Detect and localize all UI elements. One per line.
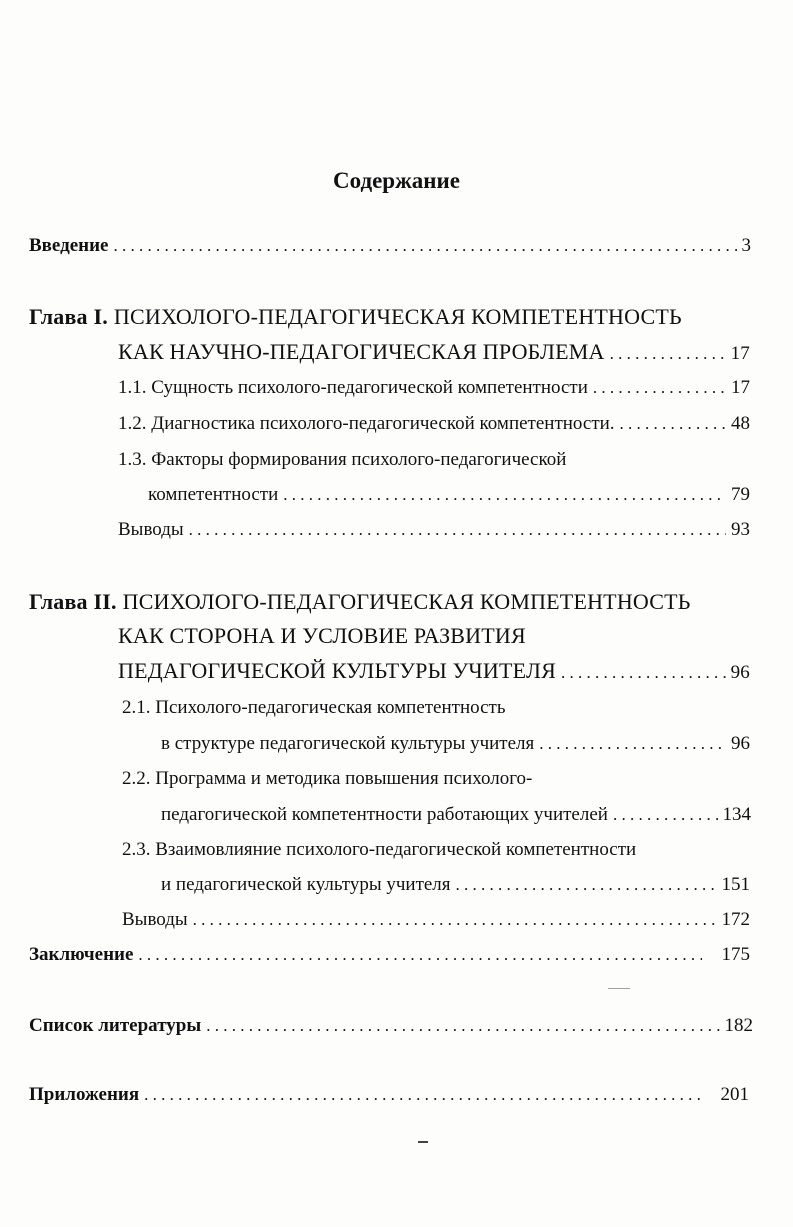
toc-page-number: 3	[741, 235, 751, 256]
toc-page-number: 175	[721, 944, 750, 965]
scan-speck	[418, 1141, 428, 1143]
section-title: 1.1. Сущность психолого-педагогической компетентности	[118, 377, 588, 398]
section-title-line1: 2.1. Психолого-педагогическая компетентность	[122, 697, 506, 718]
dot-leader	[561, 661, 726, 685]
chapter-2-heading[interactable]	[29, 590, 691, 614]
section-title: 1.2. Диагностика психолого-педагогической компетентности.	[118, 413, 615, 434]
toc-entry-label: Приложения	[29, 1084, 140, 1105]
toc-entry-conclusion[interactable]	[29, 943, 750, 967]
dot-leader	[539, 732, 726, 756]
toc-section-1-3-line2[interactable]	[148, 483, 750, 507]
toc-page-number: 151	[721, 874, 750, 895]
toc-section-2-3-line2[interactable]	[161, 873, 750, 897]
toc-conclusions-1[interactable]	[118, 518, 750, 542]
chapter-title-line1: ПСИХОЛОГО-ПЕДАГОГИЧЕСКАЯ КОМПЕТЕНТНОСТЬ	[113, 304, 682, 329]
dot-leader	[138, 943, 701, 967]
dot-leader	[620, 412, 726, 436]
chapter-title-line3: ПЕДАГОГИЧЕСКОЙ КУЛЬТУРЫ УЧИТЕЛЯ	[118, 658, 557, 683]
toc-entry-intro[interactable]	[29, 234, 751, 258]
dot-leader	[189, 518, 726, 542]
dot-leader	[613, 803, 718, 827]
toc-section-1-2[interactable]	[118, 412, 750, 436]
toc-page-number: 48	[731, 413, 750, 434]
toc-section-2-3-line1[interactable]	[122, 838, 636, 862]
section-title-line1: 1.3. Факторы формирования психолого-педагогической	[118, 449, 567, 470]
dot-leader	[144, 1083, 704, 1107]
dot-leader	[593, 376, 726, 400]
toc-entry-appendices[interactable]	[29, 1083, 749, 1107]
toc-section-1-3-line1[interactable]	[118, 448, 566, 472]
scan-speck	[608, 988, 630, 989]
toc-section-2-1-line2[interactable]	[161, 732, 750, 756]
toc-page-number: 134	[722, 804, 751, 825]
toc-page-number: 201	[720, 1084, 749, 1105]
toc-page-number: 96	[731, 733, 750, 754]
section-title-line1: 2.2. Программа и методика повышения психолого-	[122, 768, 533, 789]
toc-page-number: 93	[731, 519, 750, 540]
dot-leader	[283, 483, 726, 507]
chapter-1-heading-line2[interactable]	[118, 340, 750, 366]
section-title: Выводы	[118, 519, 184, 540]
chapter-title-line2: КАК НАУЧНО-ПЕДАГОГИЧЕСКАЯ ПРОБЛЕМА	[118, 339, 605, 364]
toc-entry-label: Список литературы	[29, 1015, 202, 1036]
dot-leader	[456, 873, 717, 897]
dot-leader	[610, 342, 726, 366]
section-title-line2: в структуре педагогической культуры учителя	[161, 733, 535, 754]
section-title-line1: 2.3. Взаимовлияние психолого-педагогической компетентности	[122, 839, 637, 860]
chapter-title-line2: КАК СТОРОНА И УСЛОВИЕ РАЗВИТИЯ	[118, 623, 526, 648]
chapter-2-heading-line3[interactable]	[118, 659, 750, 685]
toc-page-number: 79	[731, 484, 750, 505]
section-title-line2: компетентности	[148, 484, 279, 505]
toc-entry-references[interactable]	[29, 1014, 753, 1038]
section-title-line2: педагогической компетентности работающих учителей	[161, 804, 608, 825]
toc-section-2-2-line2[interactable]	[161, 803, 751, 827]
chapter-title-line1: ПСИХОЛОГО-ПЕДАГОГИЧЕСКАЯ КОМПЕТЕНТНОСТЬ	[122, 589, 691, 614]
dot-leader	[114, 234, 737, 258]
toc-conclusions-2[interactable]	[122, 908, 750, 932]
chapter-2-heading-line2[interactable]	[118, 624, 526, 648]
toc-page-number: 172	[721, 909, 750, 930]
toc-section-1-1[interactable]	[118, 376, 750, 400]
chapter-label: Глава II.	[29, 589, 117, 614]
page-title: Содержание	[333, 168, 460, 193]
dot-leader	[206, 1014, 719, 1038]
toc-page-number: 17	[730, 343, 750, 364]
toc-page-number: 182	[724, 1015, 753, 1036]
dot-leader	[193, 908, 717, 932]
toc-entry-label: Введение	[29, 235, 109, 256]
toc-section-2-1-line1[interactable]	[122, 696, 506, 720]
toc-section-2-2-line1[interactable]	[122, 767, 532, 791]
toc-entry-label: Заключение	[29, 944, 134, 965]
toc-page-number: 96	[730, 662, 750, 683]
chapter-1-heading[interactable]	[29, 305, 682, 329]
section-title: Выводы	[122, 909, 188, 930]
chapter-label: Глава I.	[29, 304, 108, 329]
section-title-line2: и педагогической культуры учителя	[161, 874, 451, 895]
toc-page-number: 17	[731, 377, 750, 398]
